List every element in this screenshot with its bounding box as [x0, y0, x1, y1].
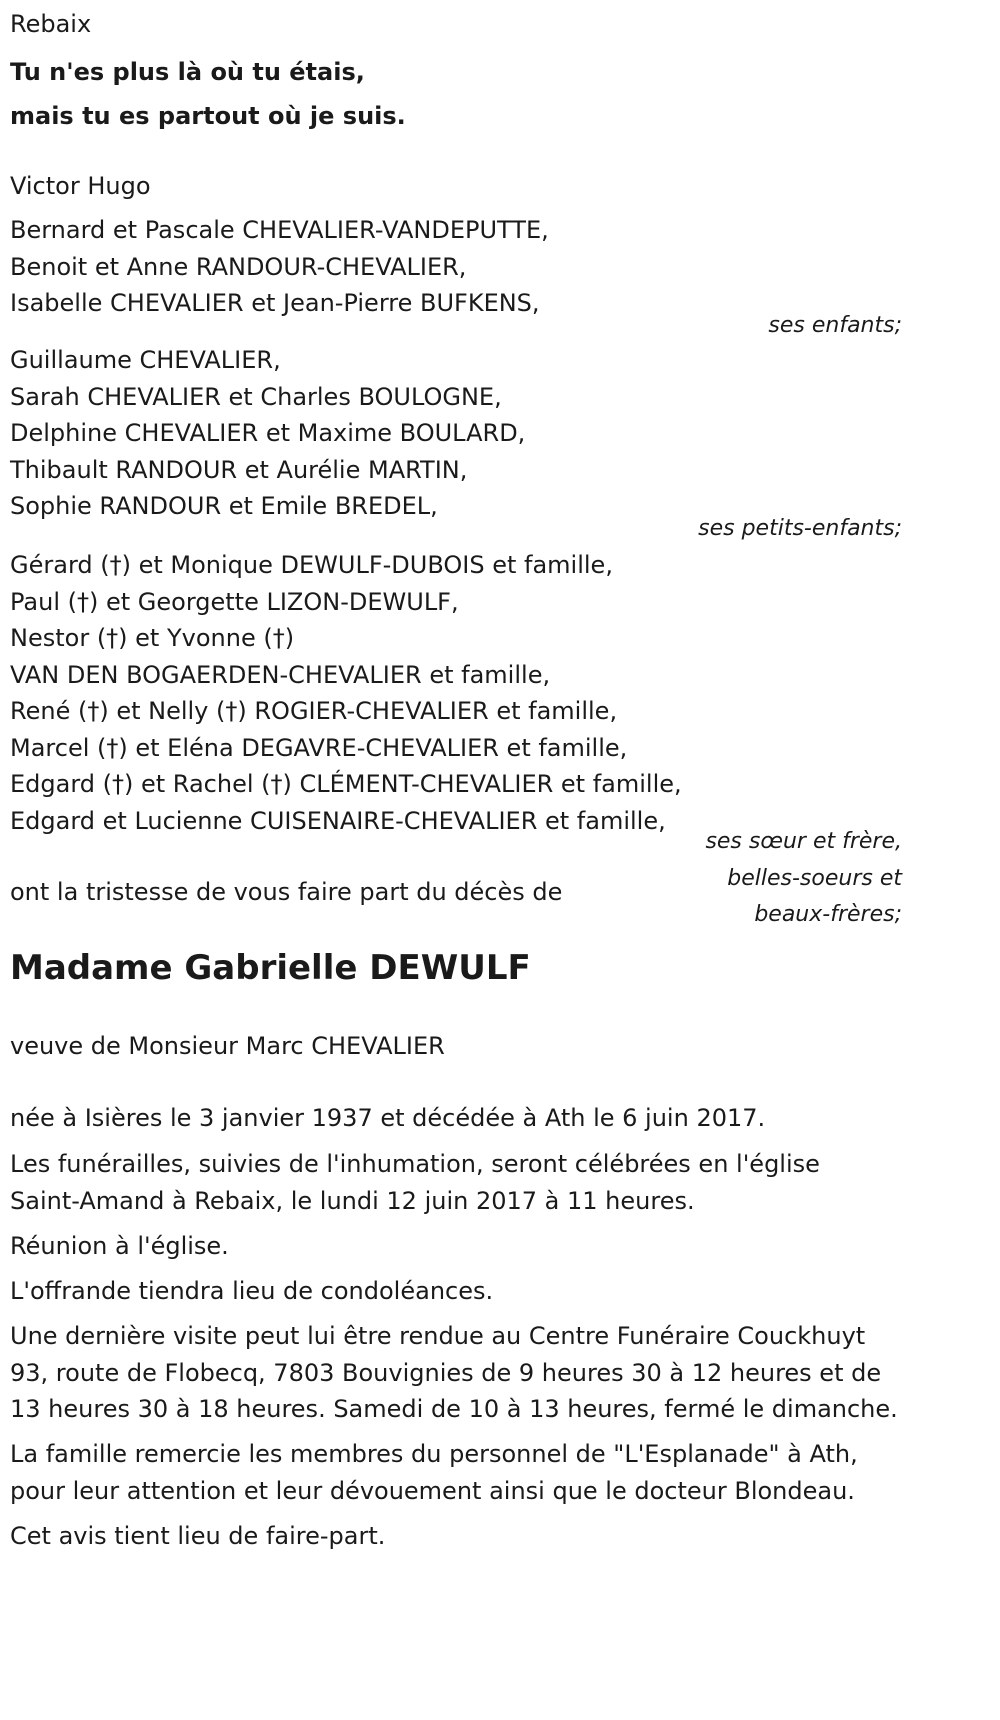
funeral-details [10, 1146, 1000, 1219]
grandchild-name: Thibault RANDOUR et Aurélie MARTIN, [10, 455, 468, 484]
funeral-line: Les funérailles, suivies de l'inhumation, seront célébrées en l'église [10, 1150, 820, 1178]
deceased-dates-text: née à Isières le 3 janvier 1937 et décédée à Ath le 6 juin 2017. [10, 1104, 766, 1132]
sibling-name: Nestor (†) et Yvonne (†) [10, 624, 295, 652]
grandchild-name: Sarah CHEVALIER et Charles BOULOGNE, [10, 382, 502, 411]
sibling-name: Edgard et Lucienne CUISENAIRE-CHEVALIER et famille, [10, 806, 666, 835]
grandchild-name: Sophie RANDOUR et Emile BREDEL, [10, 492, 438, 520]
city-text: Rebaix [10, 10, 92, 38]
deceased-spouse-text: veuve de Monsieur Marc CHEVALIER [10, 1032, 445, 1060]
grandchildren-list [10, 342, 1000, 525]
deceased-dates [10, 1100, 1000, 1137]
visit-details [10, 1318, 1000, 1428]
quote-line-2: mais tu es partout où je suis. [10, 102, 406, 130]
visit-line: Une dernière visite peut lui être rendue au Centre Funéraire Couckhuyt [10, 1322, 866, 1350]
visit-line: 93, route de Flobecq, 7803 Bouvignies de 9 heures 30 à 12 heures et de [10, 1358, 882, 1387]
grandchild-name: Guillaume CHEVALIER, [10, 346, 281, 374]
quote-line-1: Tu n'es plus là où tu étais, [10, 58, 365, 86]
child-name: Isabelle CHEVALIER et Jean-Pierre BUFKENS, [10, 289, 540, 317]
quote-author [10, 168, 1000, 205]
siblings-list [10, 547, 1000, 839]
siblings-role-line: belles-soeurs et [727, 865, 902, 891]
announcement-text: ont la tristesse de vous faire part du décès de [10, 878, 563, 906]
quote-author-text: Victor Hugo [10, 172, 151, 200]
funeral-line: Saint-Amand à Rebaix, le lundi 12 juin 2017 à 11 heures. [10, 1186, 695, 1215]
siblings-role-line: ses sœur et frère, [705, 829, 902, 854]
siblings-role-line: beaux-frères; [754, 902, 902, 927]
sibling-name: Paul (†) et Georgette LIZON-DEWULF, [10, 587, 459, 616]
quote [10, 50, 1000, 138]
offering-text: L'offrande tiendra lieu de condoléances. [10, 1277, 494, 1305]
city [10, 6, 1000, 43]
thanks [10, 1436, 1000, 1509]
deceased-name-text: Madame Gabrielle DEWULF [10, 948, 531, 988]
children-list [10, 212, 1000, 322]
sibling-name: Marcel (†) et Eléna DEGAVRE-CHEVALIER et famille, [10, 733, 628, 762]
meeting-text: Réunion à l'église. [10, 1232, 229, 1260]
meeting [10, 1228, 1000, 1265]
notice [10, 1518, 1000, 1555]
thanks-line: La famille remercie les membres du personnel de "L'Esplanade" à Ath, [10, 1440, 858, 1468]
deceased-name [10, 946, 1000, 990]
sibling-name: VAN DEN BOGAERDEN-CHEVALIER et famille, [10, 660, 551, 689]
child-name: Benoit et Anne RANDOUR-CHEVALIER, [10, 252, 467, 281]
announcement [10, 874, 1000, 911]
deceased-spouse [10, 1028, 1000, 1065]
thanks-line: pour leur attention et leur dévouement ainsi que le docteur Blondeau. [10, 1476, 855, 1505]
visit-line: 13 heures 30 à 18 heures. Samedi de 10 à 13 heures, fermé le dimanche. [10, 1395, 898, 1423]
sibling-name: Gérard (†) et Monique DEWULF-DUBOIS et famille, [10, 551, 613, 579]
grandchild-name: Delphine CHEVALIER et Maxime BOULARD, [10, 419, 526, 447]
child-name: Bernard et Pascale CHEVALIER-VANDEPUTTE, [10, 216, 549, 244]
children-role: ses enfants; [768, 313, 902, 338]
grandchildren-role: ses petits-enfants; [698, 516, 902, 541]
sibling-name: Edgard (†) et Rachel (†) CLÉMENT-CHEVALIER et famille, [10, 770, 682, 798]
notice-text: Cet avis tient lieu de faire-part. [10, 1522, 386, 1550]
sibling-name: René (†) et Nelly (†) ROGIER-CHEVALIER et famille, [10, 697, 618, 725]
offering [10, 1273, 1000, 1310]
